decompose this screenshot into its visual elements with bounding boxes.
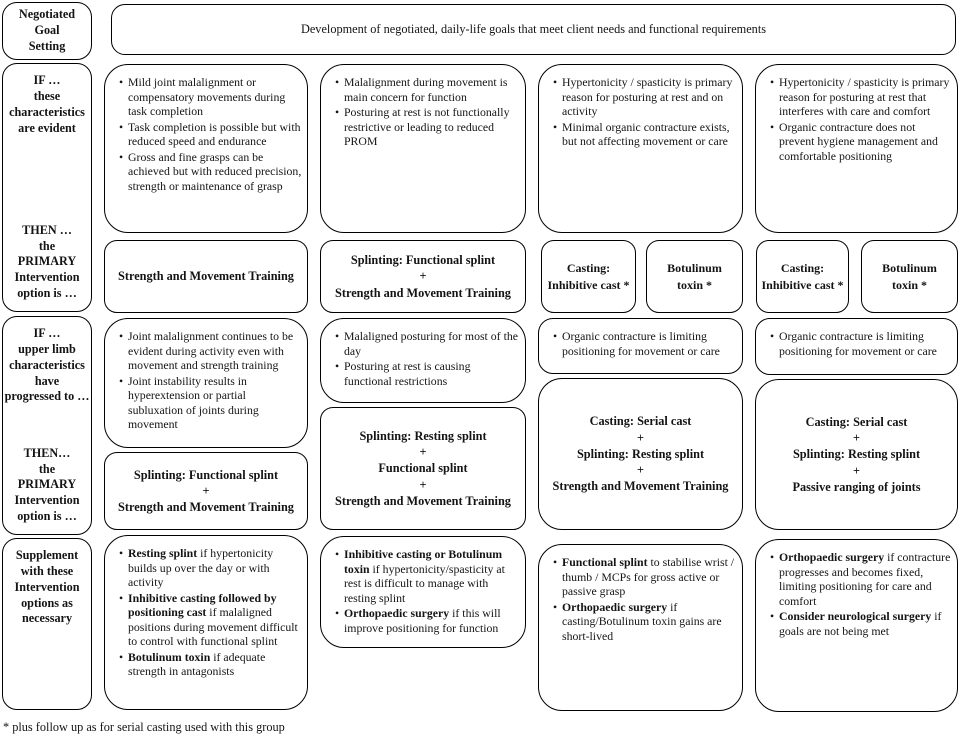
bullet-item: • Posturing at rest is not functionally restrictive or leading to reduced PROM xyxy=(334,105,520,149)
text-line: are evident xyxy=(18,120,76,135)
col2-primary-intervention-2-box xyxy=(320,407,526,530)
text-line: Casting: xyxy=(566,261,611,276)
text-line: + xyxy=(852,431,860,446)
text-line: necessary xyxy=(21,611,73,626)
label-if-2 xyxy=(4,326,90,405)
intervention-lines xyxy=(761,260,843,292)
text-line: + xyxy=(852,463,860,478)
col4-primary-intervention-2-box xyxy=(755,379,958,530)
text-line: Inhibitive cast * xyxy=(547,277,630,292)
text-line: Splinting: Functional splint xyxy=(133,467,279,482)
text-line: toxin * xyxy=(676,277,712,292)
col1-characteristics-box xyxy=(104,64,308,233)
intervention-lines xyxy=(335,252,511,301)
bullet-item: • Task completion is possible but with reduced speed and endurance xyxy=(118,120,302,149)
text-line: Intervention xyxy=(14,493,80,508)
label-then-1 xyxy=(4,223,90,302)
text-line: Splinting: Resting splint xyxy=(576,446,705,461)
intervention-lines xyxy=(553,413,729,494)
bullet-list xyxy=(321,319,525,394)
bullet-item: • Organic contracture is limiting positioning for movement or care xyxy=(552,329,737,358)
col1-primary-intervention-2-box xyxy=(104,452,308,530)
bullet-item: • Orthopaedic surgery if contracture progresses and becomes fixed, limiting positioning for care and comfort xyxy=(769,550,952,608)
label-if-then-1 xyxy=(2,63,92,312)
text-line: IF … xyxy=(33,73,61,87)
text-line: Setting xyxy=(28,38,66,53)
text-line: Goal xyxy=(34,23,60,38)
intervention-lines xyxy=(882,260,937,292)
bullet-list xyxy=(756,319,957,364)
label-lines xyxy=(4,548,90,627)
banner-text: Development of negotiated, daily-life goals that meet client needs and functional requirements xyxy=(300,22,767,36)
bullet-item: • Hypertonicity / spasticity is primary reason for posturing at rest that interferes with care and comfort xyxy=(769,75,952,119)
text-line: THEN… xyxy=(23,445,71,460)
bullet-list xyxy=(756,540,957,644)
bullet-item: • Hypertonicity / spasticity is primary reason for posturing at rest and on activity xyxy=(552,75,737,119)
text-line: + xyxy=(636,463,644,478)
intervention-lines xyxy=(118,268,294,284)
bullet-list xyxy=(756,65,957,169)
text-line: + xyxy=(419,477,427,492)
bullet-list xyxy=(539,65,742,155)
text-line: upper limb xyxy=(18,341,76,356)
text-line: Casting: Serial cast xyxy=(589,414,692,429)
text-line: have xyxy=(34,373,60,388)
text-line: with these xyxy=(20,563,74,578)
label-negotiated-goal-setting xyxy=(2,2,92,60)
text-line: + xyxy=(636,430,644,445)
bullet-item: • Posturing at rest is causing functional restrictions xyxy=(334,359,520,388)
col4-botulinum-toxin-box xyxy=(861,240,958,313)
text-line: + xyxy=(202,483,210,498)
col1-supplement-box xyxy=(104,535,308,710)
text-line: the xyxy=(38,238,56,253)
text-line: Functional splint xyxy=(378,461,468,476)
intervention-lines xyxy=(547,260,629,292)
bullet-item: • Malalignment during movement is main concern for function xyxy=(334,75,520,104)
goal-development-banner xyxy=(111,4,956,55)
col1-progressed-box xyxy=(104,318,308,448)
text-line: Strength and Movement Training xyxy=(552,479,729,494)
text-line: Casting: xyxy=(780,261,825,276)
bullet-item: • Minimal organic contracture exists, but not affecting movement or care xyxy=(552,120,737,149)
col2-primary-intervention-box xyxy=(320,240,526,313)
col3-casting-inhibitive-box xyxy=(541,240,636,313)
text-line: characteristics xyxy=(9,104,85,119)
col4-supplement-box xyxy=(755,539,958,712)
intervention-lines xyxy=(667,260,722,292)
intervention-lines xyxy=(118,467,294,516)
text-line: + xyxy=(419,445,427,460)
text-line: Intervention xyxy=(14,270,80,285)
text-line: + xyxy=(419,269,427,284)
text-line: IF … xyxy=(33,326,61,340)
label-if-then-2 xyxy=(2,316,92,535)
col2-progressed-box xyxy=(320,318,526,403)
label-supplement xyxy=(2,538,92,710)
text-line: Negotiated xyxy=(18,7,76,22)
col4-progressed-box xyxy=(755,318,958,375)
bullet-item: • Orthopaedic surgery if casting/Botulinum toxin gains are short-lived xyxy=(552,600,737,644)
bullet-item: • Consider neurological surgery if goals are not being met xyxy=(769,609,952,638)
col2-supplement-box xyxy=(320,536,526,648)
text-line: Intervention xyxy=(14,579,80,594)
text-line: these xyxy=(33,88,61,103)
col4-characteristics-box xyxy=(755,64,958,233)
text-line: Botulinum xyxy=(667,261,722,276)
col3-primary-intervention-2-box xyxy=(538,378,743,530)
text-line: Casting: Serial cast xyxy=(805,414,908,429)
bullet-list xyxy=(105,319,307,438)
text-line: the xyxy=(38,461,56,476)
col1-primary-intervention-box xyxy=(104,240,308,313)
text-line: Botulinum xyxy=(882,261,937,276)
bullet-item: • Mild joint malalignment or compensatory movements during task completion xyxy=(118,75,302,119)
bullet-item: • Inhibitive casting or Botulinum toxin if hypertonicity/spasticity at rest is difficult to manage with resting splint xyxy=(334,547,520,605)
bullet-list xyxy=(539,545,742,649)
bullet-list xyxy=(321,65,525,155)
text-line: THEN … xyxy=(22,222,72,237)
bullet-list xyxy=(539,319,742,364)
text-line: Strength and Movement Training xyxy=(118,269,294,284)
bullet-item: • Gross and fine grasps can be achieved but with reduced precision, strength or maintenance of grasp xyxy=(118,150,302,194)
bullet-item: • Botulinum toxin if adequate strength in antagonists xyxy=(118,650,302,679)
intervention-lines xyxy=(335,428,511,509)
col3-progressed-box xyxy=(538,318,743,374)
col3-characteristics-box xyxy=(538,64,743,233)
text-line: Splinting: Functional splint xyxy=(350,253,496,268)
text-line: Passive ranging of joints xyxy=(792,479,921,494)
bullet-item: • Organic contracture does not prevent hygiene management and comfortable positioning xyxy=(769,120,952,164)
asterisk-footnote: * plus follow up as for serial casting used with this group xyxy=(3,720,285,734)
text-line: progressed to … xyxy=(4,389,90,404)
text-line: Strength and Movement Training xyxy=(118,500,294,515)
text-line: Strength and Movement Training xyxy=(335,493,511,508)
text-line: option is … xyxy=(17,509,77,524)
intervention-lines xyxy=(792,414,920,495)
bullet-item: • Malaligned posturing for most of the day xyxy=(334,329,520,358)
bullet-list xyxy=(105,536,307,685)
text-line: PRIMARY xyxy=(17,477,77,492)
text-line: Supplement xyxy=(15,548,79,562)
label-if-1 xyxy=(4,73,90,136)
bullet-item: • Joint malalignment continues to be evident during activity even with movement and strength training xyxy=(118,329,302,373)
text-line: Strength and Movement Training xyxy=(335,285,511,300)
label-lines xyxy=(4,7,90,55)
bullet-item: • Functional splint to stabilise wrist / thumb / MCPs for gross active or passive grasp xyxy=(552,555,737,599)
col3-supplement-box xyxy=(538,544,743,711)
col3-botulinum-toxin-box xyxy=(646,240,743,313)
text-line: Splinting: Resting splint xyxy=(792,447,921,462)
bullet-item: • Inhibitive casting followed by positioning cast if malaligned positions during movement difficult to control with functional splint xyxy=(118,591,302,649)
label-then-2 xyxy=(4,446,90,525)
col4-casting-inhibitive-box xyxy=(756,240,849,313)
text-line: Inhibitive cast * xyxy=(761,277,844,292)
col2-characteristics-box xyxy=(320,64,526,233)
bullet-item: • Joint instability results in hyperextension or partial subluxation of joints during movement xyxy=(118,374,302,432)
bullet-list xyxy=(321,537,525,641)
bullet-item: • Organic contracture is limiting positioning for movement or care xyxy=(769,329,952,358)
bullet-item: • Orthopaedic surgery if this will improve positioning for function xyxy=(334,606,520,635)
bullet-item: • Resting splint if hypertonicity builds up over the day or with activity xyxy=(118,546,302,590)
text-line: options as xyxy=(21,595,73,610)
text-line: option is … xyxy=(17,286,77,301)
text-line: Splinting: Resting splint xyxy=(359,428,487,443)
text-line: characteristics xyxy=(9,357,85,372)
text-line: PRIMARY xyxy=(17,254,77,269)
text-line: toxin * xyxy=(891,277,927,292)
bullet-list xyxy=(105,65,307,199)
